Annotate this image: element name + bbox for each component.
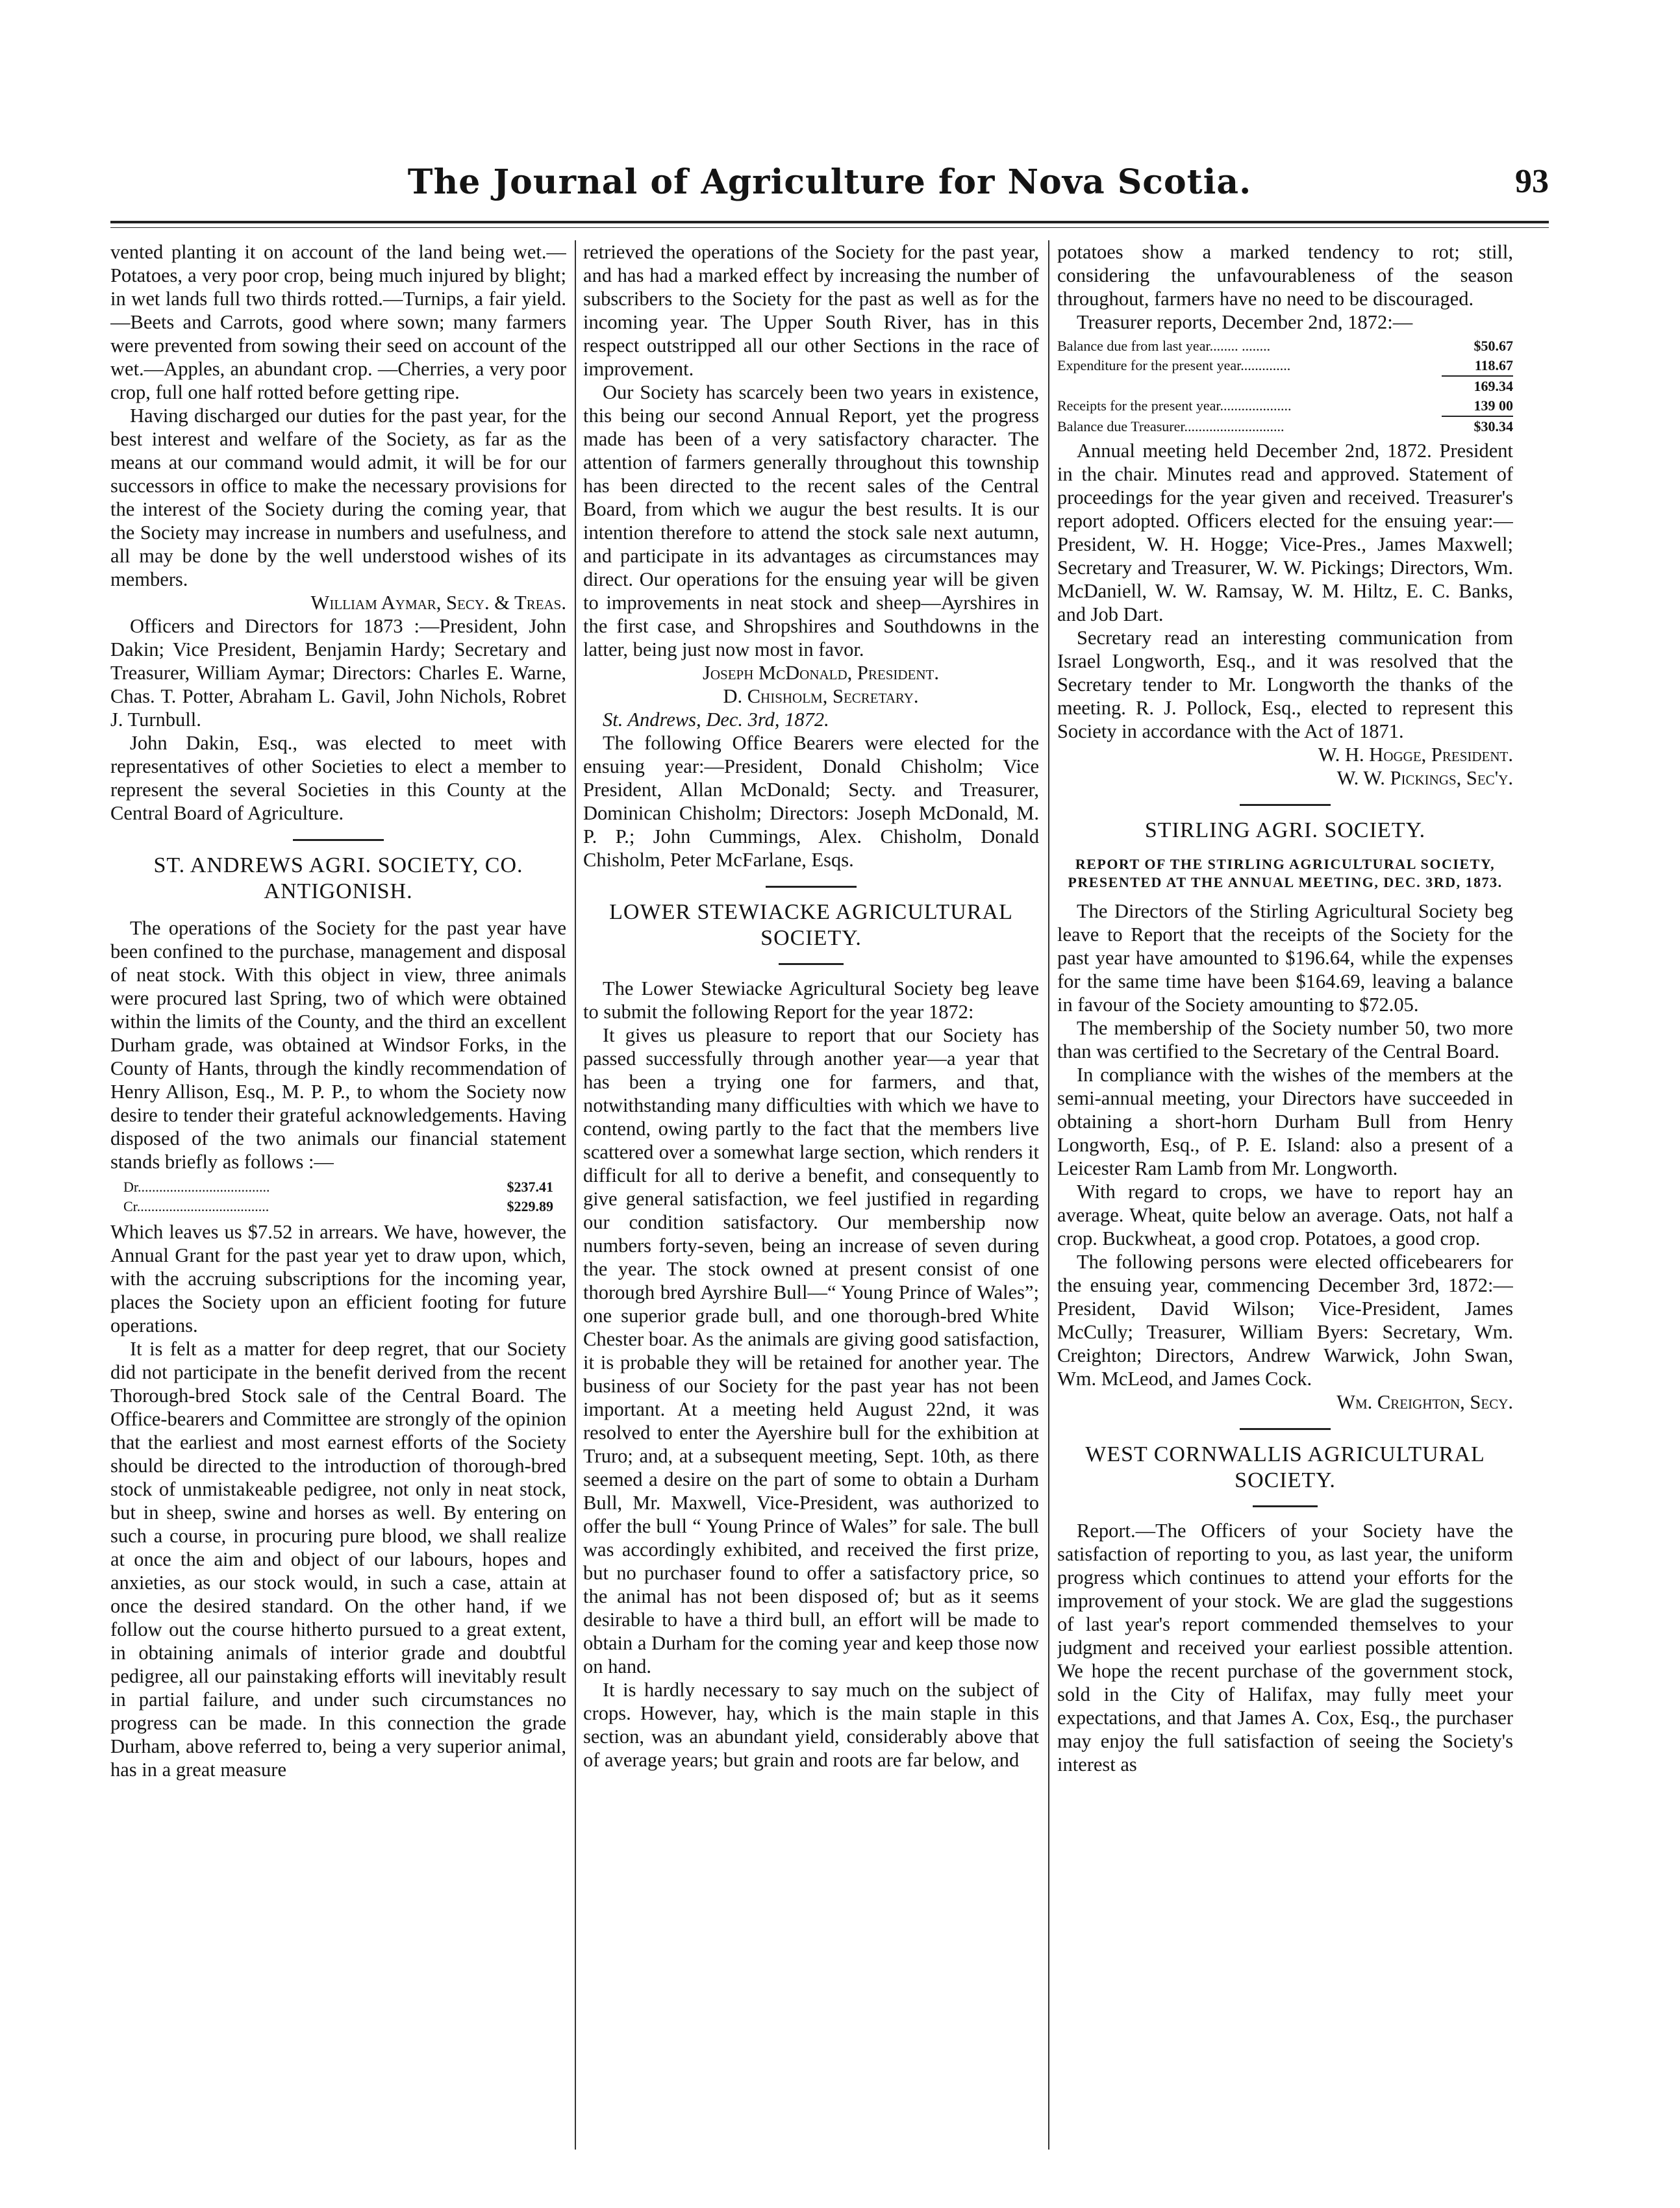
paragraph: In compliance with the wishes of the members at the semi-annual meeting, your Directors have succeeded in obtaining a short-horn Durham Bull from Henry Longworth, Esq., of P. E. Island: also a present of a Leicester Ram Lamb from Mr. Longworth.: [1057, 1064, 1513, 1179]
ledger-label: Expenditure for the present year..............: [1057, 357, 1291, 373]
signature: W. H. Hogge, President.: [1318, 744, 1513, 766]
section-separator: [1240, 1428, 1331, 1430]
signature: W. W. Pickings, Sec'y.: [1336, 767, 1513, 789]
column-divider: [1048, 240, 1049, 2150]
paragraph: It is hardly necessary to say much on the subject of crops. However, hay, which is the main staple in this section, was an abundant yield, considerably above that of average years; but grain and roots are far below, and: [583, 1679, 1039, 1771]
paragraph: Report.—The Officers of your Society have the satisfaction of reporting to you, as last year, the uniform progress which continues to attend your efforts for the improvement of your stock. We are glad the suggestions of last year's report commended themselves to your judgment and received your earliest possible attention. We hope the recent purchase of the government stock, sold in the City of Halifax, may fully meet your expectations, and that James A. Cox, Esq., the purchaser may enjoy the full satisfaction of seeing the Society's interest as: [1057, 1520, 1513, 1775]
signature: D. Chisholm, Secretary.: [723, 685, 919, 707]
ledger-amount: $50.67: [1473, 338, 1513, 354]
ledger-label: Balance due from last year........ ........: [1057, 338, 1271, 354]
paragraph: Officers and Directors for 1873 :—President, John Dakin; Vice President, Benjamin Hardy; Secretary and Treasurer, William Aymar; Directors: Charles E. Warne, Chas. T. Potter, Abraham L. Gavil, John Nichols, Robret J. Turnbull.: [110, 615, 566, 731]
paragraph: Secretary read an interesting communication from Israel Longworth, Esq., and it was resolved that the Secretary tender to Mr. Longworth the thanks of the meeting. R. J. Pollock, Esq., elected to represent this Society in accordance with the Act of 1871.: [1057, 627, 1513, 742]
section-separator: [779, 963, 844, 965]
paragraph: With regard to crops, we have to report hay an average. Wheat, quite below an average. Oats, not half a crop. Buckwheat, a good crop. Potatoes, a good crop.: [1057, 1181, 1513, 1249]
ledger-amount: 169.34: [1473, 378, 1513, 394]
section-separator: [293, 839, 384, 841]
paragraph: potatoes show a marked tendency to rot; still, considering the unfavourableness of the season throughout, farmers have no need to be discouraged.: [1057, 241, 1513, 310]
column-divider: [575, 240, 576, 2150]
paragraph: The membership of the Society number 50, two more than was certified to the Secretary of the Central Board.: [1057, 1017, 1513, 1062]
section-subheading: REPORT OF THE STIRLING AGRICULTURAL SOCIETY, PRESENTED AT THE ANNUAL MEETING, DEC. 3RD, 1873.: [1068, 856, 1503, 890]
paragraph: It is felt as a matter for deep regret, that our Society did not participate in the benefit derived from the recent Thorough-bred Stock sale of the Central Board. The Office-bearers and Committee are strongly of the opinion that the earliest and most earnest efforts of the Society should be directed to the introduction of thorough-bred stock of unmistakeable pedigree, not only in neat stock, but in sheep, swine and horses as well. By entering on such a course, in procuring pure blood, we shall realize at once the aim and object of our labours, hopes and anxieties, as our stock would, in such a case, attain at once the desired standard. On the other hand, if we follow out the course hitherto pursued to a great extent, in obtaining animals of interior grade and doubtful pedigree, all our painstaking efforts will inevitably result in partial failure, and under such circumstances no progress can be made. In this connection the grade Durham, above referred to, being a very superior animal, has in a great measure: [110, 1338, 566, 1781]
paragraph: It gives us pleasure to report that our Society has passed successfully through another year—a year that has been a trying one for farmers, and that, notwithstanding many difficulties with which we have to contend, owing partly to the fact that the members live scattered over a somewhat large section, which renders it difficult for all to derive a benefit, and consequently to give general satisfaction, we feel justified in regarding our condition satisfactory. Our membership now numbers forty-seven, being an increase of seven during the year. The stock owned at present consist of one thorough bred Ayrshire Bull—“ Young Prince of Wales”; one superior grade bull, and one thorough-bred White Chester boar. As the animals are giving good satisfaction, it is probable they will be retained for another year. The business of our Society for the past year has not been important. At a meeting held August 22nd, it was resolved to enter the Ayershire bull for the exhibition at Truro; and, at a subsequent meeting, Sept. 10th, as there seemed a desire on the part of some to obtain a Durham Bull, Mr. Maxwell, Vice-President, was authorized to offer the bull “ Young Prince of Wales” for sale. The bull was accordingly exhibited, and received the first prize, but no purchaser found to offer a satisfactory price, so the animal has not been disposed of; but as it seems desirable to have a third bull, an effort will be made to obtain a Durham for the coming year and keep those now on hand.: [583, 1024, 1039, 1677]
signature: Joseph McDonald, President.: [703, 662, 939, 684]
ledger-label: Dr.....................................: [123, 1179, 270, 1195]
header-rule-thin: [110, 227, 1549, 228]
paragraph: retrieved the operations of the Society for the past year, and has had a marked effect by increasing the number of subscribers to the Society for the past as well as for the incoming year. The Upper South River, has in this respect outstripped all our other Sections in the race of improvement.: [583, 241, 1039, 380]
ledger-amount: $229.89: [507, 1198, 553, 1214]
section-separator: [1240, 804, 1331, 806]
ledger-row: [1057, 336, 1513, 356]
paragraph: Having discharged our duties for the past year, for the best interest and welfare of the Society, as far as the means at our command would admit, it will be for our successors in office to make the necessary provisions for the interest of the Society during the coming year, that the Society may increase in numbers and usefulness, and all may be done by the well understood wishes of its members.: [110, 405, 566, 590]
header-rule: [110, 221, 1549, 223]
paragraph: The Directors of the Stirling Agricultural Society beg leave to Report that the receipts of the Society for the past year have amounted to $196.64, while the expenses for the same time have been $164.69, leaving a balance in favour of the Society amounting to $72.05.: [1057, 900, 1513, 1016]
page-header: [110, 162, 1549, 234]
section-heading: STIRLING AGRI. SOCIETY.: [1144, 818, 1426, 842]
paragraph: The operations of the Society for the past year have been confined to the purchase, management and disposal of neat stock. With this object in view, three animals were procured last Spring, two of which were obtained within the limits of the County, and the third an excellent Durham grade, was obtained at Windsor Forks, in the County of Hants, through the kindly recommendation of Henry Allison, Esq., M. P. P., to whom the Society now desire to tender their grateful acknowledgements. Having disposed of the two animals our financial statement stands briefly as follows :—: [110, 917, 566, 1173]
ledger-row: [123, 1197, 553, 1216]
paragraph: Annual meeting held December 2nd, 1872. President in the chair. Minutes read and approved. Statement of proceedings for the year given and received. Treasurer's report adopted. Officers elected for the ensuing year:—President, W. H. Hogge; Vice-Pres., James Maxwell; Secretary and Treasurer, W. W. Pickings; Directors, Wm. McDaniell, W. W. Ramsay, W. M. Hiltz, E. C. Banks, and Job Dart.: [1057, 440, 1513, 625]
column-2: [583, 240, 1039, 2150]
ledger-row: [1057, 396, 1513, 416]
paragraph: John Dakin, Esq., was elected to meet with representatives of other Societies to elect a member to represent the several Societies in this County at the Central Board of Agriculture.: [110, 732, 566, 824]
dateline: St. Andrews, Dec. 3rd, 1872.: [603, 709, 829, 731]
section-heading: WEST CORNWALLIS AGRICULTURAL SOCIETY.: [1085, 1442, 1485, 1492]
column-1: [110, 240, 566, 2150]
paragraph: The following persons were elected officebearers for the ensuing year, commencing December 3rd, 1872:—President, David Wilson; Vice-President, James McCully; Treasurer, William Byers: Secretary, Wm. Creighton; Directors, Andrew Warwick, John Swan, Wm. McLeod, and James Cock.: [1057, 1251, 1513, 1390]
ledger-amount: $237.41: [507, 1179, 553, 1195]
section-heading: LOWER STEWIACKE AGRICULTURAL SOCIETY.: [609, 900, 1013, 950]
ledger-amount: 118.67: [1474, 357, 1513, 373]
paragraph: The Lower Stewiacke Agricultural Society beg leave to submit the following Report for the year 1872:: [583, 977, 1039, 1023]
ledger-amount: 139 00: [1473, 397, 1513, 414]
signature: William Aymar, Secy. & Treas.: [310, 592, 566, 614]
column-3: [1057, 240, 1513, 2150]
section-heading: ST. ANDREWS AGRI. SOCIETY, CO. ANTIGONISH.: [153, 853, 523, 903]
section-separator: [766, 886, 857, 888]
section-separator: [1253, 1505, 1318, 1507]
ledger-table: [1057, 336, 1513, 436]
signature: Wm. Creighton, Secy.: [1336, 1391, 1513, 1413]
paragraph: The following Office Bearers were elected for the ensuing year:—President, Donald Chisholm; Vice President, Allan McDonald; Secty. and Treasurer, Dominican Chisholm; Directors: Joseph McDonald, M. P. P.; John Cummings, Alex. Chisholm, Donald Chisholm, Peter McFarlane, Esqs.: [583, 732, 1039, 871]
paragraph: Treasurer reports, December 2nd, 1872:—: [1077, 311, 1413, 333]
ledger-row: [1057, 377, 1513, 396]
ledger-label: Receipts for the present year....................: [1057, 397, 1292, 414]
ledger-row: [123, 1177, 553, 1197]
ledger-label: Cr.....................................: [123, 1198, 270, 1214]
ledger-row: [1057, 356, 1513, 375]
journal-title: The Journal of Agriculture for Nova Scotia.: [407, 162, 1252, 202]
page-number: 93: [1515, 163, 1549, 200]
ledger-row: [1057, 417, 1513, 436]
paragraph: Our Society has scarcely been two years in existence, this being our second Annual Report, yet the progress made has been of a very satisfactory character. The attention of farmers generally throughout this township has been directed to the recent sales of the Central Board, from which we augur the best results. It is our intention therefore to attend the stock sale next autumn, and participate in its advantages as circumstances may direct. Our operations for the ensuing year will be given to improvements in neat stock and sheep—Ayrshires in the first case, and Shropshires and Southdowns in the latter, being just now most in favor.: [583, 381, 1039, 660]
paragraph: vented planting it on account of the land being wet.—Potatoes, a very poor crop, being much injured by blight; in wet lands full two thirds rotted.—Turnips, a fair yield. —Beets and Carrots, good where sown; many farmers were prevented from sowing their seed on account of the wet.—Apples, an abundant crop. —Cherries, a very poor crop, full one half rotted before getting ripe.: [110, 241, 566, 403]
ledger-table: [123, 1177, 553, 1216]
ledger-amount: $30.34: [1473, 418, 1513, 434]
ledger-label: Balance due Treasurer............................: [1057, 418, 1285, 434]
paragraph: Which leaves us $7.52 in arrears. We have, however, the Annual Grant for the past year yet to draw upon, which, with the accruing subscriptions for the incoming year, places the Society upon an efficient footing for future operations.: [110, 1221, 566, 1336]
